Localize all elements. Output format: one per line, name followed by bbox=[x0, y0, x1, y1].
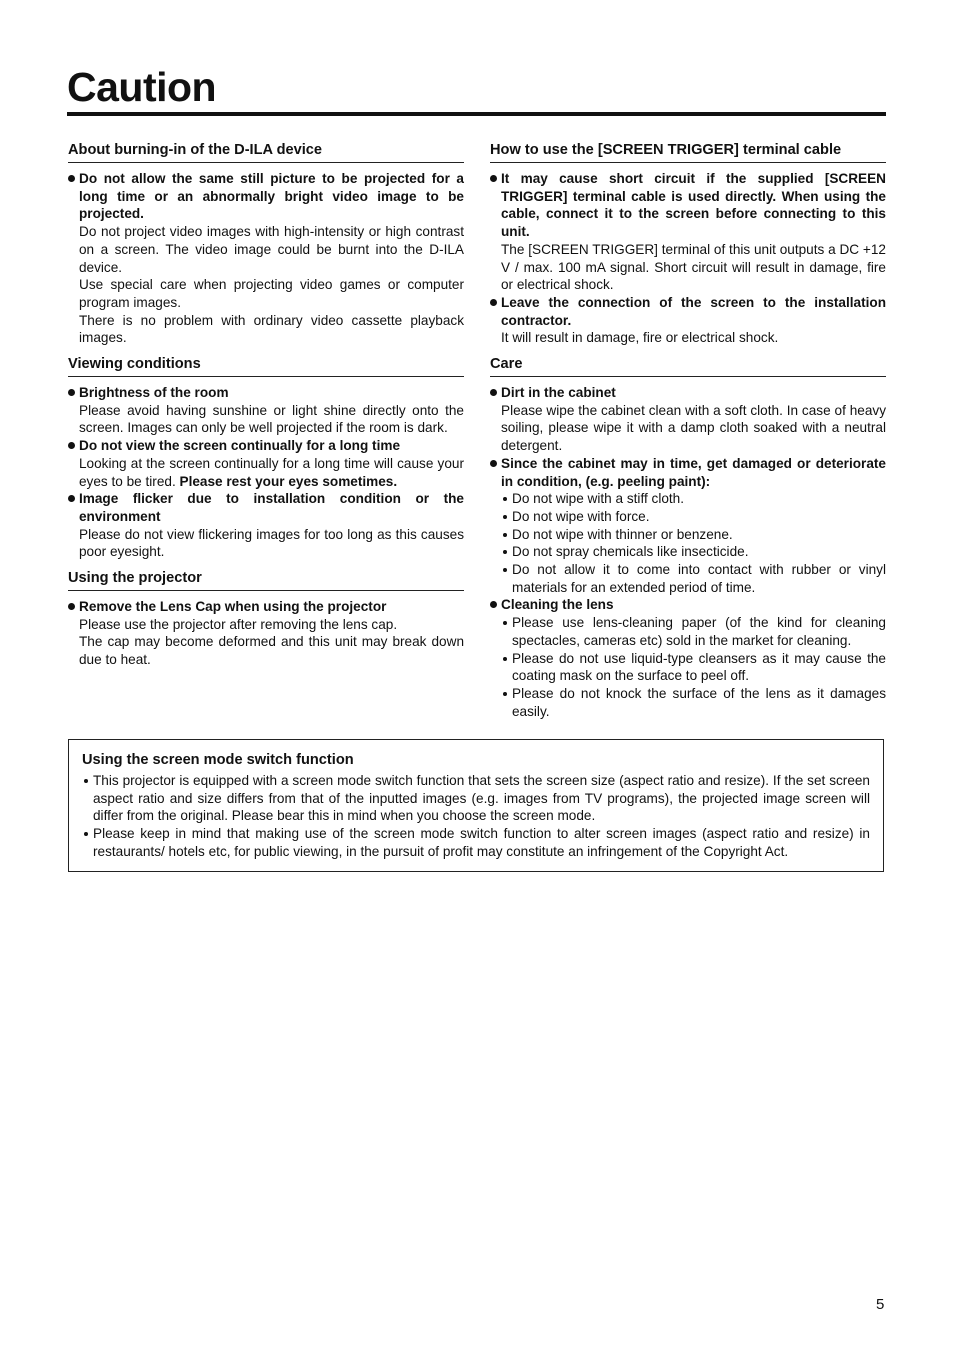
sub-bullet-icon bbox=[503, 515, 507, 519]
sub-list-item bbox=[501, 508, 886, 526]
page-number: 5 bbox=[876, 1296, 885, 1313]
sub-list-item bbox=[501, 543, 886, 561]
section-heading: Care bbox=[490, 355, 886, 377]
title-rule bbox=[67, 112, 886, 116]
bullet-text: The [SCREEN TRIGGER] terminal of this unit outputs a DC +12 V / max. 100 mA signal. Short circuit will result in damage, fire or electrical shock. bbox=[501, 241, 886, 293]
sub-item-text: Do not wipe with force. bbox=[512, 508, 650, 524]
bullet-text: Please use the projector after removing the lens cap. bbox=[79, 616, 398, 632]
bullet-item bbox=[68, 170, 464, 347]
bullet-heading: Do not allow the same still picture to be projected for a long time or an abnormally bright video image to be projected. bbox=[79, 171, 464, 222]
bullet-heading: Image flicker due to installation condition or the environment bbox=[79, 491, 464, 524]
sub-item-text: Do not wipe with thinner or benzene. bbox=[512, 526, 733, 542]
section-projector bbox=[68, 569, 464, 669]
bullet-text: Do not project video images with high-intensity or high contrast on a screen. The video image could be burnt into the D-ILA device. bbox=[79, 224, 464, 275]
bullet-text: It will result in damage, fire or electrical shock. bbox=[501, 330, 779, 346]
sub-bullet-icon bbox=[503, 568, 507, 572]
bullet-text-bold: Please rest your eyes sometimes. bbox=[179, 473, 398, 489]
bullet-item bbox=[490, 170, 886, 294]
sub-bullet-icon bbox=[503, 533, 507, 537]
right-column bbox=[490, 141, 886, 728]
sub-item-text: Please do not use liquid-type cleansers as it may cause the coating mask on the surface to peel off. bbox=[512, 650, 886, 684]
page-title: Caution bbox=[67, 64, 217, 110]
bullet-icon bbox=[490, 460, 497, 467]
box-heading: Using the screen mode switch function bbox=[82, 752, 354, 768]
bullet-icon bbox=[490, 299, 497, 306]
box-list-item bbox=[82, 772, 870, 825]
sub-list-item bbox=[501, 526, 886, 544]
sub-item-text: Do not spray chemicals like insecticide. bbox=[512, 544, 749, 560]
box-item-text: Please keep in mind that making use of the screen mode switch function to alter screen images (aspect ratio and resize) in restaurants/ hotels etc, for public viewing, in the pursuit of profit may constitute an infringement of the Copyright Act. bbox=[93, 826, 870, 859]
bullet-heading: Do not view the screen continually for a long time bbox=[79, 438, 401, 454]
bullet-text-part: Looking at the screen continually for a long time will cause your eyes to be tired. bbox=[79, 455, 464, 489]
section-care bbox=[490, 355, 886, 720]
screen-mode-notice-box bbox=[68, 739, 884, 872]
sub-list-item bbox=[501, 490, 886, 508]
bullet-heading: It may cause short circuit if the supplied [SCREEN TRIGGER] terminal cable is used directly. When using the cable, connect it to the screen before connecting to this unit. bbox=[501, 171, 886, 240]
sub-bullet-icon bbox=[503, 497, 507, 501]
sub-item-text: Do not wipe with a stiff cloth. bbox=[512, 491, 685, 507]
bullet-text: Please wipe the cabinet clean with a soft cloth. In case of heavy soiling, please wipe it with a damp cloth soaked with a neutral detergent. bbox=[501, 402, 886, 454]
bullet-item bbox=[68, 490, 464, 561]
bullet-icon bbox=[68, 442, 75, 449]
section-heading: Viewing conditions bbox=[68, 355, 464, 377]
bullet-icon bbox=[68, 495, 75, 502]
bullet-text bbox=[79, 455, 464, 490]
section-heading: How to use the [SCREEN TRIGGER] terminal cable bbox=[490, 141, 886, 163]
sub-bullet-icon bbox=[503, 621, 507, 625]
section-viewing bbox=[68, 355, 464, 561]
bullet-icon bbox=[490, 389, 497, 396]
sub-bullet-icon bbox=[503, 692, 507, 696]
bullet-heading: Since the cabinet may in time, get damaged or deteriorate in condition, (e.g. peeling paint): bbox=[501, 455, 886, 489]
bullet-icon bbox=[490, 601, 497, 608]
section-heading: Using the projector bbox=[68, 569, 464, 591]
sub-item-text: Do not allow it to come into contact with rubber or vinyl materials for an extended period of time. bbox=[512, 562, 886, 595]
section-burn-in bbox=[68, 141, 464, 347]
box-list-item bbox=[82, 825, 870, 860]
bullet-item bbox=[68, 598, 464, 669]
sub-item-text: Please use lens-cleaning paper (of the kind for cleaning spectacles, cameras etc) sold in the market for cleaning. bbox=[512, 615, 886, 648]
sub-bullet-icon bbox=[84, 779, 88, 783]
bullet-icon bbox=[68, 603, 75, 610]
bullet-item bbox=[490, 294, 886, 347]
bullet-item bbox=[490, 455, 886, 597]
bullet-icon bbox=[68, 389, 75, 396]
sub-list-item bbox=[501, 650, 886, 685]
bullet-text: Please avoid having sunshine or light shine directly onto the screen. Images can only be well projected if the room is dark. bbox=[79, 402, 464, 436]
sub-bullet-icon bbox=[503, 550, 507, 554]
sub-bullet-icon bbox=[84, 832, 88, 836]
bullet-icon bbox=[490, 175, 497, 182]
left-column bbox=[68, 141, 464, 677]
bullet-text: Use special care when projecting video games or computer program images. bbox=[79, 277, 464, 310]
section-heading: About burning-in of the D-ILA device bbox=[68, 141, 464, 163]
sub-item-text: Please do not knock the surface of the lens as it damages easily. bbox=[512, 685, 886, 719]
bullet-icon bbox=[68, 175, 75, 182]
bullet-heading: Cleaning the lens bbox=[501, 597, 614, 613]
box-item-text: This projector is equipped with a screen mode switch function that sets the screen size (aspect ratio and resize). If the set screen aspect ratio and size differs from that of the inputted images (e.g. images from TV programs), the projected image screen will differ from the original. Please bear this in mind when you choose the screen mode. bbox=[93, 773, 870, 824]
bullet-text: There is no problem with ordinary video cassette playback images. bbox=[79, 312, 464, 346]
sub-list-item bbox=[501, 685, 886, 720]
bullet-heading: Brightness of the room bbox=[79, 385, 229, 401]
sub-list-item bbox=[501, 614, 886, 649]
bullet-item bbox=[68, 384, 464, 437]
bullet-item bbox=[490, 596, 886, 720]
sub-bullet-icon bbox=[503, 657, 507, 661]
bullet-heading: Remove the Lens Cap when using the projector bbox=[79, 599, 387, 615]
sub-list-item bbox=[501, 561, 886, 596]
bullet-heading: Dirt in the cabinet bbox=[501, 385, 616, 401]
bullet-text: The cap may become deformed and this unit may break down due to heat. bbox=[79, 634, 464, 668]
bullet-item bbox=[68, 437, 464, 490]
bullet-text: Please do not view flickering images for too long as this causes poor eyesight. bbox=[79, 526, 464, 560]
bullet-item bbox=[490, 384, 886, 455]
bullet-heading: Leave the connection of the screen to the installation contractor. bbox=[501, 294, 886, 328]
section-screen-trigger bbox=[490, 141, 886, 347]
